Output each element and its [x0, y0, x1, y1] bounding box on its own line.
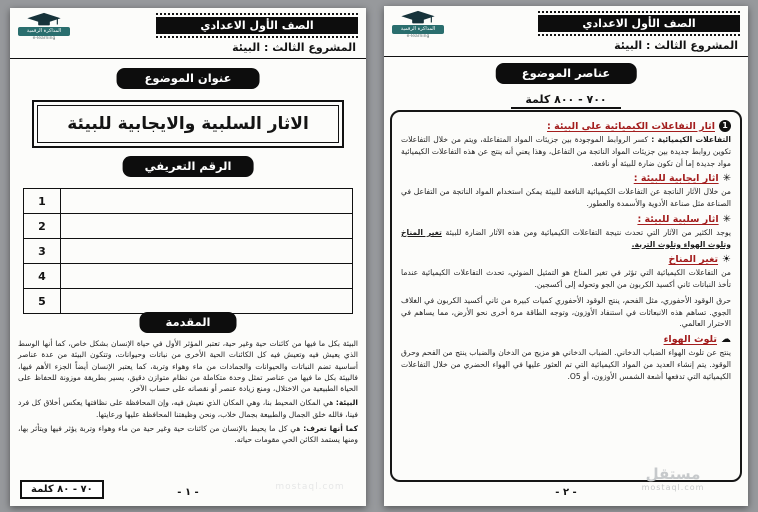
body-text: كسر الروابط الموجودة بين جزيئات المواد المتفاعلة، ويتم من خلال التفاعلات تكوين روابط جديدة بين جزيئات المواد الناتجة من التفاعل، وهذا يعني أنه ينتج عن هذه التفاعلات الكيميائية مواد جديدة إما أن تكون ضارة للبيئة أو نافعة.	[401, 135, 731, 168]
cloud-air-icon: ☁	[721, 334, 731, 346]
graduation-cap-icon	[27, 12, 61, 27]
section-heading	[401, 334, 731, 345]
id-table-row	[24, 239, 353, 264]
paragraph-text: البيئة بكل ما فيها من كائنات حية وغير حية، تعتبر المؤثر الأول في حياة الإنسان بشكل خاص، كما أنها الوسط الذي يعيش فيه وتعيش فيه كل الكائنات الحية الأخرى من نباتات وحيوانات، وتتكون البيئة من عدة عناصر أساسية تضم النباتات والحيوانات والجمادات من ماء وهواء وتربة، كما يعتبر الإنسان أيضاً الجزء الأهم فيها، فالبيئة بكل ما فيها من عناصر تمثل وحدة متكاملة من نظام متوازن دقيق، يسير بطريقة موزونة للحفاظ على الحياة الطبيعية من الاختلال، ومنع زيادة عنصر أو نقصانه على حساب الآخر.	[18, 339, 358, 393]
section-body	[401, 267, 731, 291]
section-positive-effects	[401, 173, 731, 210]
content-frame	[390, 110, 742, 482]
id-table-blank-cell	[61, 239, 353, 264]
id-table-row	[24, 214, 353, 239]
section-body	[401, 186, 731, 210]
row-number: 4	[24, 264, 61, 289]
project-title: المشروع الثالث : البيئة	[614, 39, 738, 52]
watermark-arabic: مستقل	[645, 465, 701, 483]
flower-bullet-icon: ✳	[722, 213, 731, 225]
logo-name: المذاكرة الرقمية	[18, 27, 70, 36]
intro-text	[18, 338, 358, 448]
essay-title: الاثار السلبية والايجابية للبيئة	[67, 114, 309, 134]
body-text: من خلال الآثار الناتجة عن التفاعلات الكيميائية النافعة للبيئة يمكن استخدام المواد الناتجة من التفاعل في الصناعة مثل صناعة الأدوية والأسمدة والعطور.	[401, 187, 731, 209]
id-label: الرقم التعريفي	[123, 156, 254, 177]
grade-banner	[538, 11, 740, 36]
section-air-pollution	[401, 334, 731, 382]
paragraph-text: هي المكان المحيط بنا، وهي المكان الذي نعيش فيه، وإن المحافظة على نظافتها يعكس أخلاق كل فرد فينا، فالله خلق الجمال والطبيعة بجمال خلاب، ونحن وظيفتنا المحافظة عليها ورعايتها.	[18, 398, 358, 419]
intro-label: المقدمة	[140, 312, 237, 333]
row-number: 5	[24, 289, 61, 314]
school-logo	[18, 12, 70, 42]
watermark-latin: mostaql.com	[641, 483, 705, 492]
row-number: 1	[24, 189, 61, 214]
paragraph-lead: البيئة:	[335, 398, 358, 408]
header-divider	[10, 58, 366, 59]
page-number-1: - ١ -	[177, 487, 199, 498]
id-table-blank-cell	[61, 189, 353, 214]
number-1-badge-icon: 1	[719, 120, 731, 132]
paragraph-text: هي كل ما يحيط بالإنسان من كائنات حية وغير حية من ماء وهواء وتربة يؤثر فيها ويتأثر بها، ومنها يستمد الكائن الحي مقومات حياته.	[18, 423, 358, 444]
paragraph-lead: كما أنها تعرف:	[303, 423, 358, 433]
header-divider	[384, 56, 748, 57]
body-text: يوجد الكثير من الآثار التي تحدث نتيجة التفاعلات الكيميائية ومن هذه الآثار الضارة للبيئة	[441, 227, 732, 237]
section-heading	[401, 173, 731, 184]
school-logo	[392, 10, 444, 40]
section-heading-text: تلوث الهواء	[663, 334, 717, 346]
grade-banner	[156, 13, 358, 38]
grade-banner-text: الصف الأول الاعدادي	[538, 15, 740, 32]
word-count-box: ٧٠ - ٨٠ كلمة	[20, 480, 104, 499]
intro-paragraph-1	[18, 338, 358, 394]
flower-bullet-icon: ✳	[722, 173, 731, 185]
section-heading-text: اثار التفاعلات الكيميائية على البيئة :	[547, 120, 715, 132]
worksheet-page-2	[384, 6, 748, 506]
word-count: ٧٠٠ - ٨٠٠ كلمة	[511, 93, 620, 109]
watermark-latin: mostaql.com	[275, 482, 345, 492]
body-text: من التفاعلات الكيميائية التي تؤثر في تغير المناخ هو التمثيل الضوئي، تحدث التفاعلات الكيميائية عندما تأخذ النباتات ثاني أكسيد الكربون من الجو وتحوله إلى أكسجين.	[401, 268, 731, 290]
body-text: حرق الوقود الأحفوري، مثل الفحم، ينتج الوقود الأحفوري كميات كبيرة من ثاني أكسيد الكربون في الغلاف الجوي. تساهم هذه الانبعاثات في استنفاد الأوزون، وتوجه الطاقة مرة أخرى نحو الأرض، مما يساهم في الاحترار العالمي.	[401, 295, 731, 329]
grade-banner-text: الصف الأول الاعدادي	[156, 17, 358, 34]
highlighted-text: تغير المناخ وتلوث الهواء وتلوث التربة.	[401, 227, 731, 249]
intro-paragraph-2	[18, 397, 358, 420]
section-heading	[401, 254, 731, 265]
section-body	[401, 347, 731, 382]
section-heading-text: اثار سلبية للبيئة :	[637, 213, 719, 225]
section-heading-text: اثار ايجابية للبيئة :	[633, 173, 719, 185]
id-table-row	[24, 264, 353, 289]
sun-climate-icon: ☀	[722, 254, 731, 266]
id-table-row	[24, 289, 353, 314]
body-lead: التفاعلات الكيميائية :	[651, 135, 731, 144]
logo-subtitle: e-learning	[32, 36, 56, 41]
section-climate-change	[401, 254, 731, 330]
project-title: المشروع الثالث : البيئة	[232, 41, 356, 54]
id-table-row	[24, 189, 353, 214]
row-number: 3	[24, 239, 61, 264]
page-number-2: - ٢ -	[555, 487, 577, 498]
logo-subtitle: e-learning	[406, 34, 430, 39]
intro-paragraph-3	[18, 423, 358, 446]
id-table-blank-cell	[61, 214, 353, 239]
word-count-wrap	[384, 88, 748, 109]
row-number: 2	[24, 214, 61, 239]
graduation-cap-icon	[401, 10, 435, 25]
id-table	[23, 188, 353, 314]
id-table-blank-cell	[61, 264, 353, 289]
id-table-blank-cell	[61, 289, 353, 314]
section-body	[401, 134, 731, 169]
section-heading	[401, 120, 731, 132]
elements-label: عناصر الموضوع	[496, 63, 637, 84]
logo-name: المذاكرة الرقمية	[392, 25, 444, 34]
section-chemical-effects	[401, 120, 731, 169]
section-body	[401, 227, 731, 251]
section-heading-text: تغير المناخ	[668, 254, 719, 266]
worksheet-page-1	[10, 8, 366, 506]
body-text: ينتج عن تلوث الهواء الضباب الدخاني. الضباب الدخاني هو مزيج من الدخان والضباب ينتج من الفحم وحرق الوقود. يتم إنشاء العديد من المواد الكيميائية التي تم العثور عليها في الهواء الحضري من خلال التفاعلات الكيميائية التي تدفعها أشعة الشمس الأوزون، أو O5.	[401, 348, 731, 381]
section-negative-effects	[401, 214, 731, 251]
topic-title-label: عنوان الموضوع	[117, 68, 260, 89]
essay-title-box	[32, 100, 344, 148]
section-heading	[401, 214, 731, 225]
section-body-2	[401, 295, 731, 330]
id-table-wrap	[23, 188, 353, 314]
